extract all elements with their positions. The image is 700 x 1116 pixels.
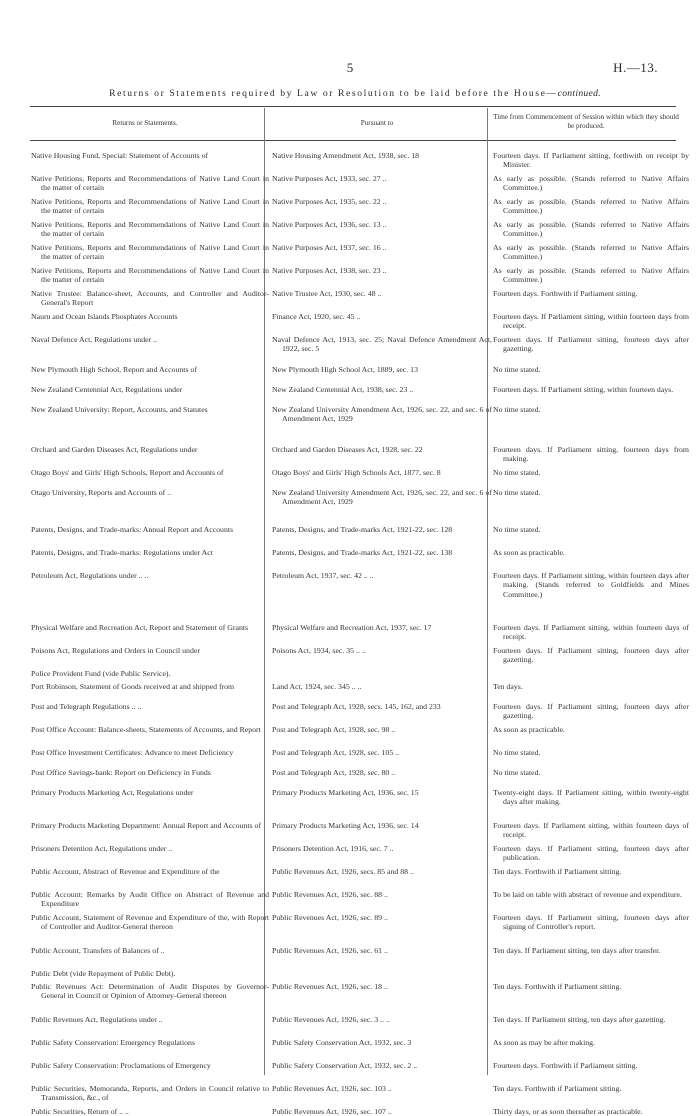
time-cell: As soon as practicable. xyxy=(493,725,565,734)
returns-cell: Physical Welfare and Recreation Act, Report and Statement of Grants xyxy=(31,623,249,632)
returns-cell: Post and Telegraph Regulations .. .. xyxy=(31,702,142,711)
returns-cell: Native Trustee: Balance-sheet, Accounts, and Controller and Auditor-General's Report xyxy=(31,289,269,308)
pursuant-cell: Naval Defence Act, 1913, sec. 25; Naval Defence Amendment Act, 1922, sec. 5 xyxy=(272,335,492,354)
returns-cell: Post Office Investment Certificates: Advance to meet Deficiency xyxy=(31,748,234,757)
pursuant-cell: Native Purposes Act, 1938, sec. 23 .. xyxy=(272,266,387,275)
pursuant-cell: New Plymouth High School Act, 1889, sec. 13 xyxy=(272,365,418,374)
pursuant-cell: Poisons Act, 1934, sec. 35 .. .. xyxy=(272,646,366,655)
pursuant-cell: Public Revenues Act, 1926, sec. 3 .. .. xyxy=(272,1015,390,1024)
pursuant-cell: Post and Telegraph Act, 1928, secs. 145, 162, and 233 xyxy=(272,702,441,711)
time-cell: No time stated. xyxy=(493,468,541,477)
pursuant-cell: Primary Products Marketing Act, 1936, sec. 15 xyxy=(272,788,419,797)
page-number: 5 xyxy=(346,60,354,75)
returns-cell: Port Robinson, Statement of Goods received at and shipped from xyxy=(31,682,235,691)
returns-cell: Public Safety Conservation: Proclamations of Emergency xyxy=(31,1061,211,1070)
returns-cell: Public Account, Abstract of Revenue and Expenditure of the xyxy=(31,867,220,876)
pursuant-cell: Prisoners Detention Act, 1916, sec. 7 .. xyxy=(272,844,394,853)
time-cell: No time stated. xyxy=(493,488,541,497)
time-cell: As early as possible. (Stands referred to Native Affairs Committee.) xyxy=(493,243,689,262)
returns-cell: Public Revenues Act: Determination of Audit Disputes by Governor-General in Council or Opinion of Attorney-General thereon xyxy=(31,982,269,1001)
returns-cell: New Zealand Centennial Act, Regulations under xyxy=(31,385,183,394)
time-cell: No time stated. xyxy=(493,365,541,374)
returns-cell: Petroleum Act, Regulations under .. .. xyxy=(31,571,149,580)
time-cell: Fourteen days. Forthwith if Parliament sitting. xyxy=(493,289,638,298)
returns-cell: Public Safety Conservation: Emergency Regulations xyxy=(31,1038,195,1047)
pursuant-cell: Finance Act, 1920, sec. 45 .. xyxy=(272,312,361,321)
returns-cell: Patents, Designs, and Trade-marks: Regulations under Act xyxy=(31,548,213,557)
returns-cell: Poisons Act, Regulations and Orders in Council under xyxy=(31,646,200,655)
time-cell: Fourteen days. If Parliament sitting, fourteen days after gazetting. xyxy=(493,702,689,721)
pursuant-cell: Public Revenues Act, 1926, sec. 107 .. xyxy=(272,1107,392,1116)
header-rule xyxy=(30,140,676,141)
time-cell: Ten days. If Parliament sitting, ten days after transfer. xyxy=(493,946,661,955)
time-cell: Ten days. Forthwith if Parliament sitting. xyxy=(493,867,622,876)
pursuant-cell: Public Safety Conservation Act, 1932, sec. 2 .. xyxy=(272,1061,418,1070)
column-header-time: Time from Commencement of Session within which they should be produced. xyxy=(493,113,679,130)
returns-cell: Public Account, Transfers of Balances of .. xyxy=(31,946,165,955)
pursuant-cell: Petroleum Act, 1937, sec. 42 .. .. xyxy=(272,571,374,580)
pursuant-cell: New Zealand University Amendment Act, 1926, sec. 22, and sec. 6 of Amendment Act, 1929 xyxy=(272,405,492,424)
returns-cell: Public Debt (vide Repayment of Public Debt). xyxy=(31,969,176,978)
time-cell: No time stated. xyxy=(493,525,541,534)
table-heading xyxy=(30,88,680,99)
pursuant-cell: Public Revenues Act, 1926, sec. 103 .. xyxy=(272,1084,392,1093)
pursuant-cell: Public Revenues Act, 1926, sec. 89 .. xyxy=(272,913,388,922)
heading-main: Returns or Statements required by Law or Resolution to be laid before the House— xyxy=(109,88,558,99)
pursuant-cell: Post and Telegraph Act, 1928, sec. 98 .. xyxy=(272,725,396,734)
time-cell: Fourteen days. If Parliament sitting, fourteen days after signing of Controller's report. xyxy=(493,913,689,932)
column-header-returns: Returns or Statements. xyxy=(112,119,178,127)
time-cell: As soon as may be after making. xyxy=(493,1038,595,1047)
returns-cell: New Plymouth High School, Report and Accounts of xyxy=(31,365,197,374)
pursuant-cell: Primary Products Marketing Act, 1936, sec. 14 xyxy=(272,821,419,830)
heading-continued: continued. xyxy=(557,88,601,99)
time-cell: No time stated. xyxy=(493,405,541,414)
returns-cell: Public Securities, Return of .. .. xyxy=(31,1107,129,1116)
returns-cell: Public Account: Remarks by Audit Office on Abstract of Revenue and Expenditure xyxy=(31,890,269,909)
returns-cell: Primary Products Marketing Act, Regulations under xyxy=(31,788,194,797)
document-reference: H.—13. xyxy=(613,60,658,75)
returns-cell: Native Petitions, Reports and Recommendations of Native Land Court in the matter of certain xyxy=(31,197,269,216)
pursuant-cell: Native Purposes Act, 1936, sec. 13 .. xyxy=(272,220,387,229)
returns-cell: Native Petitions, Reports and Recommendations of Native Land Court in the matter of certain xyxy=(31,266,269,285)
pursuant-cell: Native Purposes Act, 1935, sec. 22 .. xyxy=(272,197,387,206)
pursuant-cell: Public Revenues Act, 1926, secs. 85 and 88 .. xyxy=(272,867,414,876)
returns-cell: Post Office Account: Balance-sheets, Statements of Accounts, and Report xyxy=(31,725,261,734)
returns-cell: Naval Defence Act, Regulations under .. xyxy=(31,335,158,344)
column-header-pursuant: Pursuant to xyxy=(360,119,394,127)
returns-cell: Primary Products Marketing Department: Annual Report and Accounts of xyxy=(31,821,261,830)
time-cell: Fourteen days. Forthwith if Parliament sitting. xyxy=(493,1061,638,1070)
time-cell: Twenty-eight days. If Parliament sitting, within twenty-eight days after making. xyxy=(493,788,689,807)
top-rule xyxy=(30,106,676,107)
returns-cell: Public Account, Statement of Revenue and Expenditure of the, with Report of Controller and Auditor-General thereon xyxy=(31,913,269,932)
time-cell: Fourteen days. If Parliament sitting, fourteen days after publication. xyxy=(493,844,689,863)
time-cell: Ten days. Forthwith if Parliament sitting. xyxy=(493,1084,622,1093)
returns-cell: Native Petitions, Reports and Recommendations of Native Land Court in the matter of certain xyxy=(31,243,269,262)
time-cell: Fourteen days. If Parliament sitting, within fourteen days of receipt. xyxy=(493,623,689,642)
returns-cell: Police Provident Fund (vide Public Service). xyxy=(31,669,171,678)
returns-cell: Prisoners Detention Act, Regulations under .. xyxy=(31,844,173,853)
pursuant-cell: Land Act, 1924, sec. 345 .. .. xyxy=(272,682,362,691)
returns-cell: New Zealand University: Report, Accounts, and Statutes xyxy=(31,405,208,414)
pursuant-cell: New Zealand Centennial Act, 1938, sec. 23 .. xyxy=(272,385,414,394)
pursuant-cell: Otago Boys' and Girls' High Schools Act, 1877, sec. 8 xyxy=(272,468,441,477)
pursuant-cell: Public Revenues Act, 1926, sec. 18 .. xyxy=(272,982,388,991)
time-cell: Ten days. xyxy=(493,682,523,691)
pursuant-cell: Public Safety Conservation Act, 1932, sec. 3 xyxy=(272,1038,412,1047)
pursuant-cell: Native Purposes Act, 1937, sec. 16 .. xyxy=(272,243,387,252)
returns-cell: Nauru and Ocean Islands Phosphates Accounts xyxy=(31,312,178,321)
pursuant-cell: Native Purposes Act, 1933, sec. 27 .. xyxy=(272,174,387,183)
pursuant-cell: Orchard and Garden Diseases Act, 1928, sec. 22 xyxy=(272,445,423,454)
time-cell: Ten days. If Parliament sitting, ten days after gazetting. xyxy=(493,1015,666,1024)
returns-cell: Patents, Designs, and Trade-marks: Annual Report and Accounts xyxy=(31,525,234,534)
returns-cell: Native Petitions, Reports and Recommendations of Native Land Court in the matter of certain xyxy=(31,220,269,239)
returns-cell: Public Revenues Act, Regulations under .. xyxy=(31,1015,163,1024)
returns-cell: Native Petitions, Reports and Recommendations of Native Land Court in the matter of certain xyxy=(31,174,269,193)
time-cell: To be laid on table with abstract of revenue and expenditure. xyxy=(493,890,682,899)
time-cell: Fourteen days. If Parliament sitting, fourteen days after gazetting. xyxy=(493,335,689,354)
returns-cell: Post Office Savings-bank: Report on Deficiency in Funds xyxy=(31,768,211,777)
time-cell: No time stated. xyxy=(493,768,541,777)
pursuant-cell: New Zealand University Amendment Act, 1926, sec. 22, and sec. 6 of Amendment Act, 1929 xyxy=(272,488,492,507)
pursuant-cell: Public Revenues Act, 1926, sec. 61 .. xyxy=(272,946,388,955)
time-cell: Fourteen days. If Parliament sitting, fourteen days after gazetting. xyxy=(493,646,689,665)
column-divider-2 xyxy=(487,108,488,1075)
time-cell: Thirty days, or as soon thereafter as practicable. xyxy=(493,1107,643,1116)
time-cell: Fourteen days. If Parliament sitting, fourteen days from making. xyxy=(493,445,689,464)
time-cell: Fourteen days. If Parliament sitting, within fourteen days from receipt. xyxy=(493,312,689,331)
returns-cell: Orchard and Garden Diseases Act, Regulations under xyxy=(31,445,198,454)
pursuant-cell: Post and Telegraph Act, 1928, sec. 105 .. xyxy=(272,748,400,757)
pursuant-cell: Patents, Designs, and Trade-marks Act, 1921-22, sec. 128 xyxy=(272,525,453,534)
returns-cell: Otago University, Reports and Accounts of .. xyxy=(31,488,172,497)
pursuant-cell: Patents, Designs, and Trade-marks Act, 1921-22, sec. 138 xyxy=(272,548,453,557)
pursuant-cell: Public Revenues Act, 1926, sec. 88 .. xyxy=(272,890,388,899)
time-cell: Fourteen days. If Parliament sitting, within fourteen days. xyxy=(493,385,674,394)
time-cell: Fourteen days. If Parliament sitting, within fourteen days after making. (Stands referred to Goldfields and Mines Committee.) xyxy=(493,571,689,599)
time-cell: As early as possible. (Stands referred to Native Affairs Committee.) xyxy=(493,266,689,285)
pursuant-cell: Native Trustee Act, 1930, sec. 48 .. xyxy=(272,289,382,298)
returns-cell: Otago Boys' and Girls' High Schools, Report and Accounts of xyxy=(31,468,224,477)
time-cell: As early as possible. (Stands referred to Native Affairs Committee.) xyxy=(493,197,689,216)
pursuant-cell: Native Housing Amendment Act, 1938, sec. 18 xyxy=(272,151,420,160)
returns-cell: Public Securities, Memoranda, Reports, and Orders in Council relative to Transmission, &c., of xyxy=(31,1084,269,1103)
time-cell: As early as possible. (Stands referred to Native Affairs Committee.) xyxy=(493,174,689,193)
time-cell: Fourteen days. If Parliament sitting, forthwith on receipt by Minister. xyxy=(493,151,689,170)
time-cell: No time stated. xyxy=(493,748,541,757)
pursuant-cell: Post and Telegraph Act, 1928, sec. 80 .. xyxy=(272,768,396,777)
time-cell: Fourteen days. If Parliament sitting, within fourteen days of receipt. xyxy=(493,821,689,840)
returns-cell: Native Housing Fund, Special: Statement of Accounts of xyxy=(31,151,209,160)
time-cell: As soon as practicable. xyxy=(493,548,565,557)
time-cell: Ten days. Forthwith if Parliament sitting. xyxy=(493,982,622,991)
time-cell: As early as possible. (Stands referred to Native Affairs Committee.) xyxy=(493,220,689,239)
pursuant-cell: Physical Welfare and Recreation Act, 1937, sec. 17 xyxy=(272,623,432,632)
